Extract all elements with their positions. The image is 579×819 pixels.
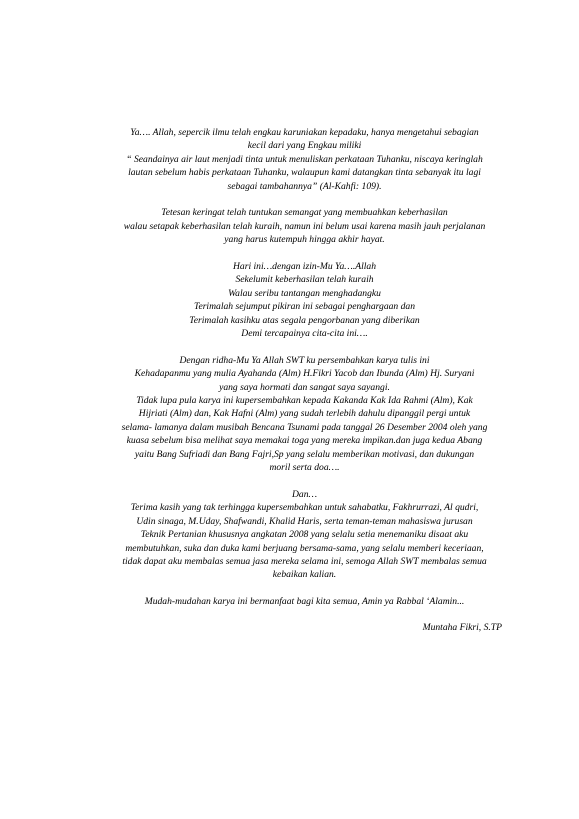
text-line: lautan sebelum habis perkataan Tuhanku, walaupun kami datangkan tinta sebanyak itu lagi xyxy=(128,167,481,179)
text-line: kebaikan kalian. xyxy=(272,569,337,581)
text-line: moril serta doa…. xyxy=(269,462,340,474)
text-line: Walau seribu tantangan menghadangku xyxy=(228,287,381,299)
text-line: yaitu Bang Sufriadi dan Bang Fajri,Sp yang selalu memberikan motivasi, dan dukungan xyxy=(134,448,475,460)
text-line: Tidak lupa pula karya ini kupersembahkan kepada Kakanda Kak Ida Rahmi (Alm), Kak xyxy=(136,395,473,407)
paragraph xyxy=(108,126,501,193)
text-line: Dan… xyxy=(291,488,318,500)
text-line: Terima kasih yang tak terhingga kupersembahkan untuk sahabatku, Fakhrurrazi, Al qudri, xyxy=(130,502,479,514)
dedication-text xyxy=(108,126,501,622)
text-line: kuasa sebelum bisa melihat saya memakai toga yang mereka impikan.dan juga kedua Abang xyxy=(126,435,483,447)
text-line: Terimalah sejumput pikiran ini sebagai penghargaan dan xyxy=(193,301,415,313)
text-line: Ya…. Allah, sepercik ilmu telah engkau karuniakan kepadaku, hanya mengetahui sebagian xyxy=(130,127,479,138)
text-line: Terimalah kasihku atas segala pengorbanan yang diberikan xyxy=(189,314,420,326)
author-signature: Muntaha Fikri, S.TP xyxy=(422,622,502,633)
paragraph xyxy=(108,595,501,608)
text-line: yang saya hormati dan sangat saya sayangi. xyxy=(219,381,390,393)
text-line: walau setapak keberhasilan telah kuraih, namun ini belum usai karena masih jauh perjalanan xyxy=(123,220,486,232)
text-line: “ Seandainya air laut menjadi tinta untuk menuliskan perkataan Tuhanku, niscaya keringlah xyxy=(126,153,483,165)
text-line: tidak dapat aku membalas semua jasa mereka selama ini, semoga Allah SWT membalas semua xyxy=(122,555,487,567)
text-line: Udin sinaga, M.Uday, Shafwandi, Khalid Haris, serta teman-teman mahasiswa jurusan xyxy=(136,515,473,527)
text-line: Hari ini…dengan izin-Mu Ya….Allah xyxy=(232,261,377,273)
paragraph xyxy=(108,260,501,340)
text-line: Tetesan keringat telah tuntukan semangat yang membuahkan keberhasilan xyxy=(161,207,448,219)
text-line: membutuhkan, suka dan duka kami berjuang bersama-sama, yang selalu memberi keceriaan, xyxy=(125,542,484,554)
text-line: sebagai tambahannya” (Al-Kahfi: 109). xyxy=(227,180,382,192)
text-line: Sekelumit keberhasilan telah kuraih xyxy=(235,274,374,286)
text-line: Teknik Pertanian khususnya angkatan 2008 yang selalu setia menemaniku disaat aku xyxy=(140,529,469,541)
text-line: Hijriati (Alm) dan, Kak Hafni (Alm) yang sudah terlebih dahulu dipanggil pergi untuk xyxy=(138,408,471,420)
text-line: yang harus kutempuh hingga akhir hayat. xyxy=(224,234,385,246)
paragraph xyxy=(108,206,501,246)
text-line: Kehadapanmu yang mulia Ayahanda (Alm) H.Fikri Yacob dan Ibunda (Alm) Hj. Suryani xyxy=(134,368,475,380)
paragraph xyxy=(108,488,501,582)
text-line: kecil dari yang Engkau miliki xyxy=(247,140,362,152)
paragraph xyxy=(108,354,501,475)
text-line: Mudah-mudahan karya ini bermanfaat bagi kita semua, Amin ya Rabbal ‘Alamin... xyxy=(144,596,465,608)
text-line: selama- lamanya dalam musibah Bencana Tsunami pada tanggal 26 Desember 2004 oleh yang xyxy=(121,421,488,433)
text-line: Dengan ridha-Mu Ya Allah SWT ku persembahkan karya tulis ini xyxy=(179,354,430,366)
text-line: Demi tercapainya cita-cita ini…. xyxy=(241,328,368,340)
